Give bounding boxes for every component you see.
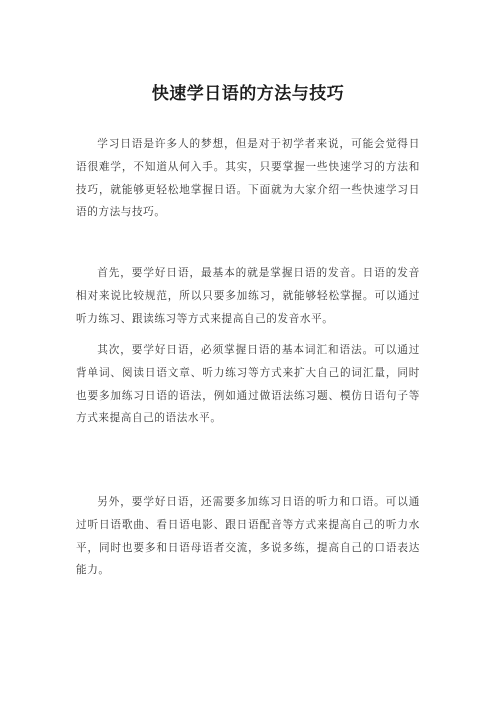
paragraph-intro: 学习日语是许多人的梦想，但是对于初学者来说，可能会觉得日语很难学，不知道从何入手。其实，只要掌握一些快速学习的方法和技巧，就能够更轻松地掌握日语。下面就为大家介绍一些快速学习日语的方法与技巧。	[76, 138, 420, 219]
paragraph-vocabulary-grammar: 其次，要学好日语，必须掌握日语的基本词汇和语法。可以通过背单词、阅读日语文章、听力练习等方式来扩大自己的词汇量，同时也要多加练习日语的语法，例如通过做语法练习题、模仿日语句子等方式来提高自己的语法水平。	[76, 344, 420, 425]
paragraph-listening-speaking: 另外，要学好日语，还需要多加练习日语的听力和口语。可以通过听日语歌曲、看日语电影、跟日语配音等方式来提高自己的听力水平，同时也要多和日语母语者交流，多说多练，提高自己的口语表达能力。	[76, 496, 420, 577]
document-title: 快速学日语的方法与技巧	[151, 84, 345, 104]
paragraph-pronunciation: 首先，要学好日语，最基本的就是掌握日语的发音。日语的发音相对来说比较规范，所以只要多加练习，就能够轻松掌握。可以通过听力练习、跟读练习等方式来提高自己的发音水平。	[76, 267, 420, 325]
